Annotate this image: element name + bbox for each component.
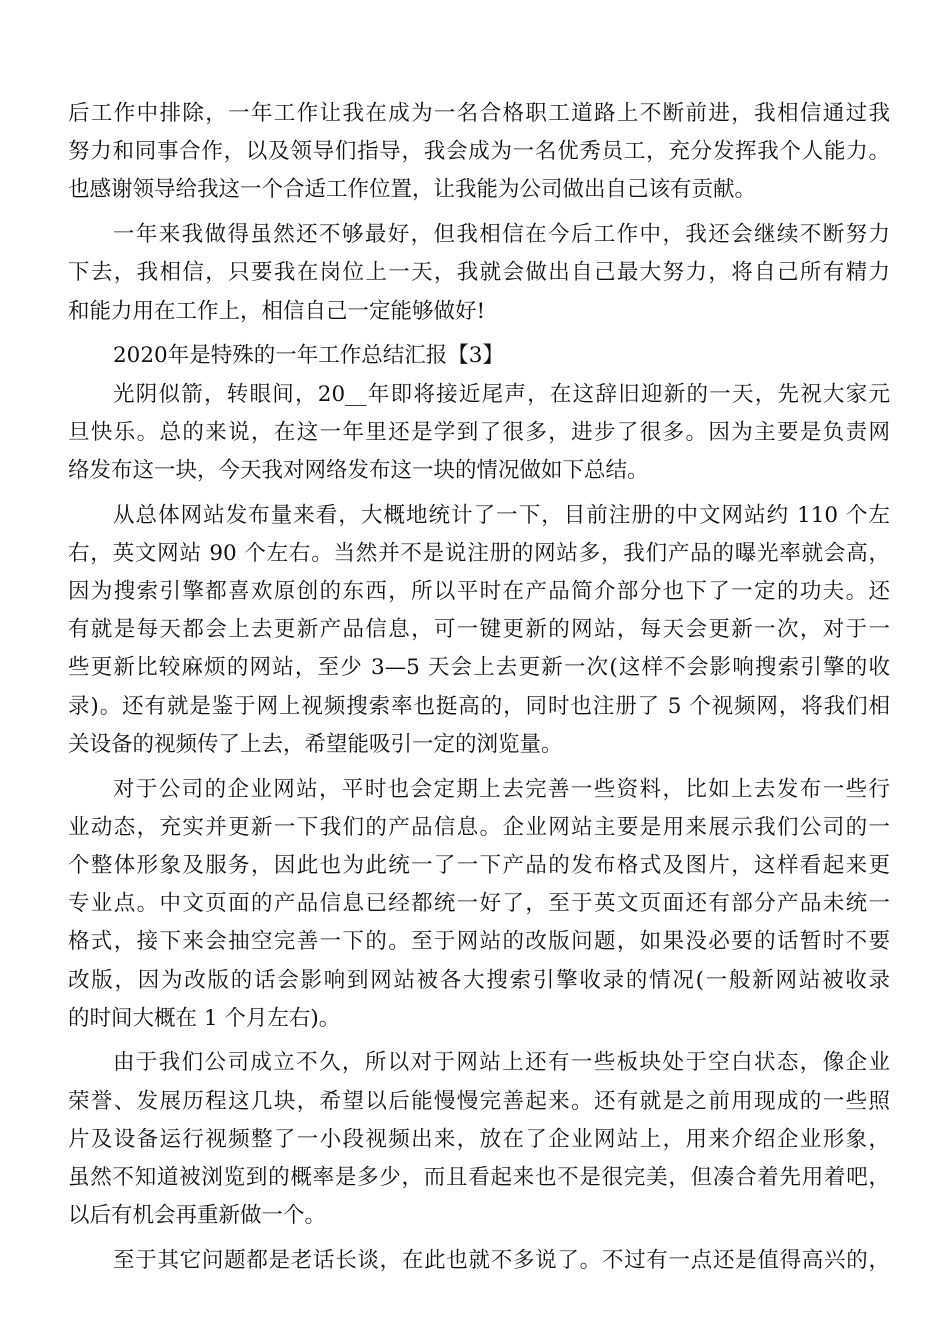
text-line: 一年来我做得虽然还不够最好，但我相信在今后工作中，我还会继续不断努力 [113,222,890,248]
text-line: 对于公司的企业网站，平时也会定期上去完善一些资料，比如上去发布一些行 [113,776,890,802]
heading-line: 2020年是特殊的一年工作总结汇报【3】 [113,343,504,369]
paragraph [68,216,890,331]
text-line: 努力和同事合作，以及领导们指导，我会成为一名优秀员工，充分发挥我个人能力。 [68,139,890,165]
paragraph [68,771,890,1038]
section-heading [68,337,890,375]
paragraph [68,376,890,491]
text-line: 改版，因为改版的话会影响到网站被各大搜索引擎收录的情况(一般新网站被收录 [68,967,890,993]
text-line: 络发布这一块，今天我对网络发布这一块的情况做如下总结。 [68,457,649,483]
text-line: 因为搜索引擎都喜欢原创的东西，所以平时在产品简介部分也下了一定的功夫。还 [68,579,890,605]
paragraph [68,1242,890,1280]
text-line: 业动态，充实并更新一下我们的产品信息。企业网站主要是用来展示我们公司的一 [68,814,890,840]
text-line: 荣誉、发展历程这几块，希望以后能慢慢完善起来。还有就是之前用现成的一些照 [68,1088,890,1114]
paragraph [68,497,890,764]
text-line: 片及设备运行视频整了一小段视频出来，放在了企业网站上，用来介绍企业形象， [68,1126,890,1152]
text-line: 光阴似箭，转眼间，20__年即将接近尾声，在这辞旧迎新的一天，先祝大家元 [113,381,890,407]
text-line: 也感谢领导给我这一个合适工作位置，让我能为公司做出自己该有贡献。 [68,177,757,203]
text-line: 个整体形象及服务，因此也为此统一了一下产品的发布格式及图片，这样看起来更 [68,852,890,878]
text-line: 旦快乐。总的来说，在这一年里还是学到了很多，进步了很多。因为主要是负责网 [68,419,890,445]
text-line: 的时间大概在 1 个月左右)。 [68,1005,341,1031]
text-line: 和能力用在工作上，相信自己一定能够做好! [68,298,486,324]
text-line: 以后有机会再重新做一个。 [68,1203,327,1229]
text-line: 由于我们公司成立不久，所以对于网站上还有一些板块处于空白状态，像企业 [113,1050,890,1076]
text-line: 后工作中排除，一年工作让我在成为一名合格职工道路上不断前进，我相信通过我 [68,101,890,126]
text-line: 专业点。中文页面的产品信息已经都统一好了，至于英文页面还有部分产品未统一 [68,891,890,917]
text-line: 至于其它问题都是老话长谈，在此也就不多说了。不过有一点还是值得高兴的， [113,1248,890,1273]
paragraph [68,95,890,210]
text-line: 关设备的视频传了上去，希望能吸引一定的浏览量。 [68,731,563,757]
text-line: 虽然不知道被浏览到的概率是多少，而且看起来也不是很完美，但凑合着先用着吧， [68,1165,890,1191]
text-line: 有就是每天都会上去更新产品信息，可一键更新的网站，每天会更新一次，对于一 [68,617,890,643]
document-body [68,95,890,1280]
text-line: 从总体网站发布量来看，大概地统计了一下，目前注册的中文网站约 110 个左 [113,502,890,528]
text-line: 右，英文网站 90 个左右。当然并不是说注册的网站多，我们产品的曝光率就会高， [68,540,890,566]
paragraph [68,1044,890,1235]
text-line: 格式，接下来会抽空完善一下的。至于网站的改版问题，如果没必要的话暂时不要 [68,929,890,955]
text-line: 录)。还有就是鉴于网上视频搜索率也挺高的，同时也注册了 5 个视频网，将我们相 [68,693,890,719]
text-line: 下去，我相信，只要我在岗位上一天，我就会做出自己最大努力，将自己所有精力 [68,260,890,286]
text-line: 些更新比较麻烦的网站，至少 3—5 天会上去更新一次(这样不会影响搜索引擎的收 [68,655,890,681]
